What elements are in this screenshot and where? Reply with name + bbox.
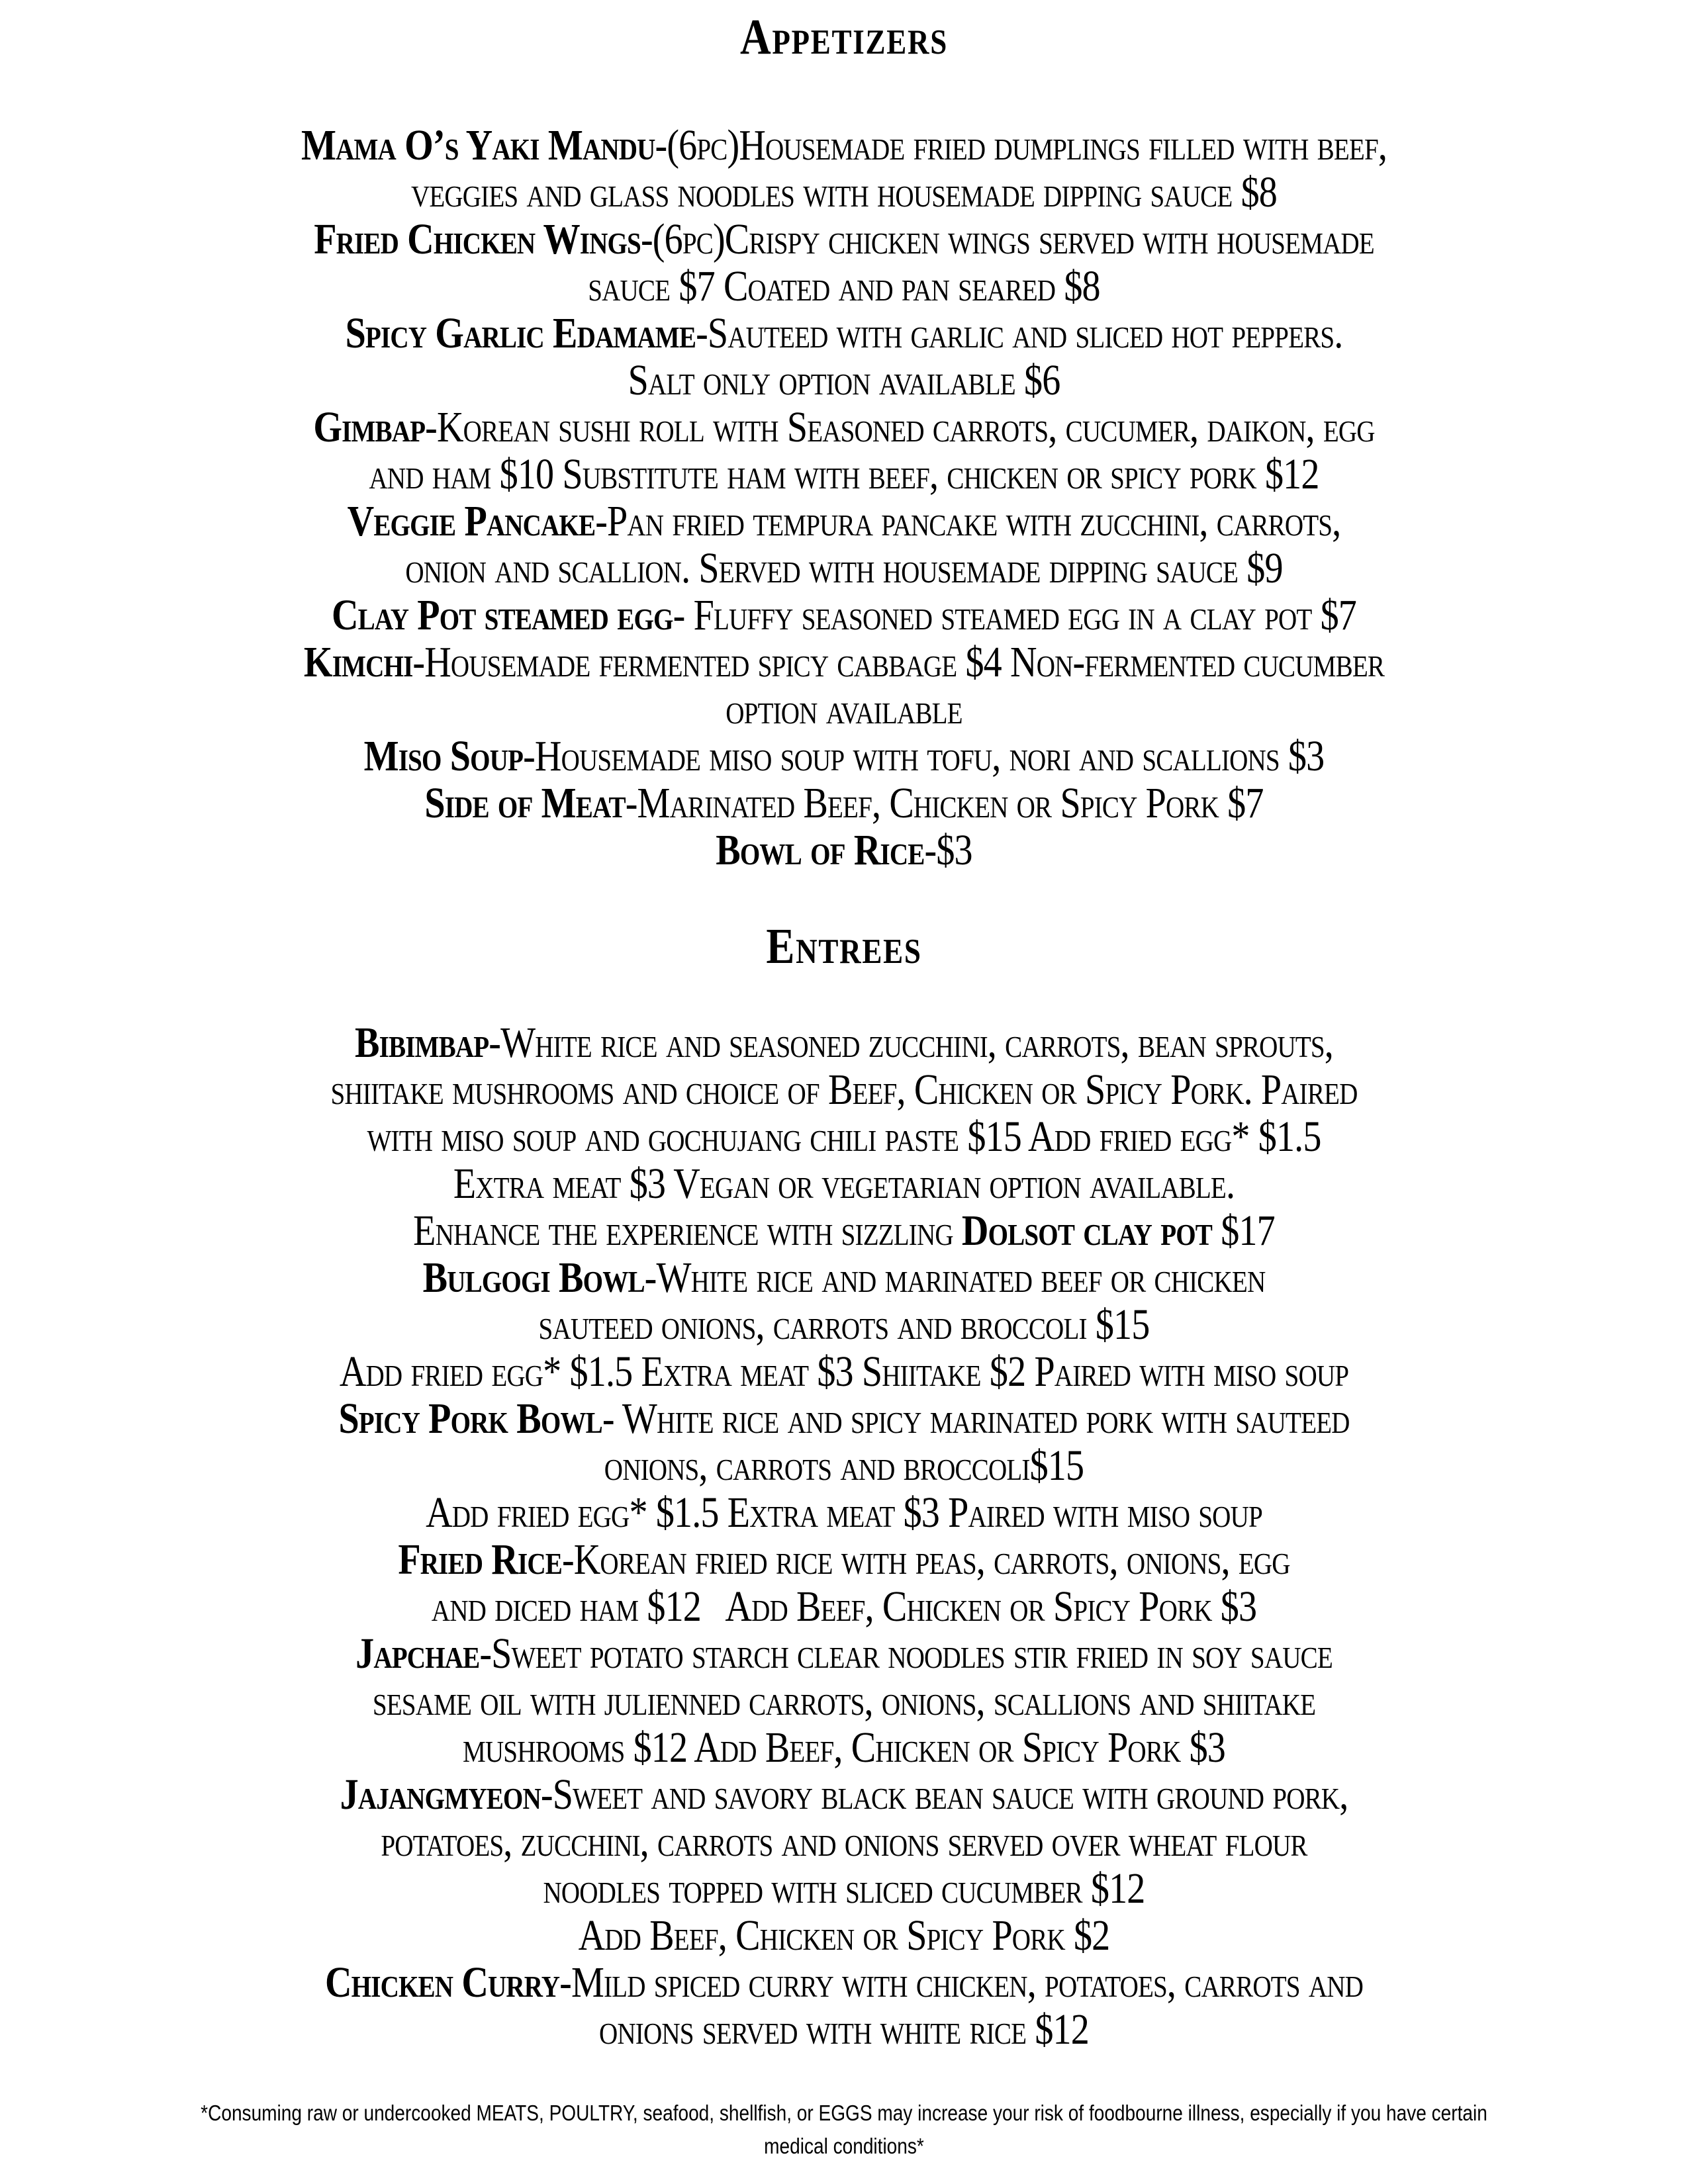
entrees-menu-line [0,1818,1688,1865]
appetizers-heading: Appetizers [739,9,948,65]
appetizers-menu-line [0,122,1688,169]
entrees-menu-line [0,1912,1688,1959]
appetizers-menu-line [0,169,1688,216]
entrees-menu-line [0,1254,1688,1301]
appetizers-lines [0,122,1688,874]
menu-item-description: -Korean sushi roll with Seasoned carrots, cucumer, daikon, egg [425,403,1375,451]
menu-item-description: Enhance the experience with sizzling [413,1206,962,1255]
menu-item-description: onion and scallion. Served with housemade dipping sauce $9 [405,544,1283,592]
appetizers-menu-line [0,733,1688,780]
entrees-menu-line [0,1489,1688,1536]
entrees-menu-line [0,1301,1688,1348]
entrees-menu-line [0,1724,1688,1771]
menu-item-description: option available [726,685,962,733]
menu-item-description: - White rice and spicy marinated pork with sauteed [602,1394,1350,1443]
menu-item-description: and diced ham $12 Add Beef, Chicken or Spicy Pork $3 [431,1582,1257,1631]
menu-item-description: -Housemade miso soup with tofu, nori and scallions $3 [523,732,1325,780]
menu-item-description: veggies and glass noodles with housemade dipping sauce $8 [410,168,1278,216]
menu-item-name: Mama O’s Yaki Mandu [301,121,655,169]
menu-item-name: Jajangmyeon [340,1770,541,1819]
entrees-menu-line [0,1771,1688,1818]
menu-item-name: Kimchi [303,638,413,686]
appetizers-menu-line [0,310,1688,357]
appetizers-menu-line [0,357,1688,404]
menu-item-description: Add Beef, Chicken or Spicy Pork $2 [578,1911,1110,1960]
entrees-menu-line [0,1019,1688,1066]
menu-item-name: Veggie Pancake [347,497,596,545]
menu-item-description: -White rice and seasoned zucchini, carrots, bean sprouts, [489,1019,1333,1067]
menu-item-description: Salt only option available $6 [628,356,1060,404]
entrees-menu-line [0,1536,1688,1583]
menu-item-description: -Marinated Beef, Chicken or Spicy Pork $7 [625,779,1264,827]
entrees-menu-line [0,1583,1688,1630]
menu-item-description: shiitake mushrooms and choice of Beef, Chicken or Spicy Pork. Paired [330,1066,1358,1114]
menu-item-description: -Korean fried rice with peas, carrots, onions, egg [561,1535,1290,1584]
appetizers-menu-line [0,592,1688,639]
appetizers-menu-line [0,780,1688,827]
menu-item-name: Side of Meat [424,779,626,827]
appetizers-menu-line [0,639,1688,686]
menu-item-description: -(6pc)Housemade fried dumplings filled with beef, [655,121,1387,169]
entrees-menu-line [0,1160,1688,1207]
menu-item-description: -Sauteed with garlic and sliced hot peppers. [696,309,1343,357]
disclaimer-line-1: *Consuming raw or undercooked MEATS, POULTRY, seafood, shellfish, or EGGS may increase your risk of foodbourne illness, especially if you have certain [201,2101,1487,2125]
menu-item-description: -Mild spiced curry with chicken, potatoes, carrots and [559,1958,1364,2007]
entrees-heading: Entrees [766,919,922,974]
menu-item-description: sauce $7 Coated and pan seared $8 [588,262,1100,310]
appetizers-menu-line [0,451,1688,498]
menu-item-description: potatoes, zucchini, carrots and onions served over wheat flour [381,1817,1307,1866]
menu-item-name: Fried Rice [398,1535,562,1584]
menu-item-description: -$3 [924,826,972,874]
menu-item-name: Spicy Pork Bowl [338,1394,602,1443]
menu-item-name: Miso Soup [363,732,524,780]
appetizers-menu-line [0,827,1688,874]
disclaimer-line-2: medical conditions* [764,2134,924,2158]
menu-item-description: noodles topped with sliced cucumber $12 [543,1864,1145,1913]
entrees-menu-line [0,1865,1688,1912]
appetizers-menu-line [0,545,1688,592]
appetizers-menu-line [0,263,1688,310]
menu-item-name: Clay Pot steamed egg [332,591,673,639]
menu-item-description: -White rice and marinated beef or chicken [644,1253,1266,1302]
appetizers-menu-line [0,498,1688,545]
menu-item-description: -Sweet potato starch clear noodles stir fried in soy sauce [479,1629,1333,1678]
menu-item-description: sauteed onions, carrots and broccoli $15 [538,1300,1150,1349]
entrees-menu-line [0,2006,1688,2053]
menu-item-description: sesame oil with julienned carrots, onions, scallions and shiitake [372,1676,1316,1725]
menu-item-description: -(6pc)Crispy chicken wings served with housemade [640,215,1374,263]
menu-item-name: Bibimbap [355,1019,489,1067]
entrees-menu-line [0,1677,1688,1724]
menu-item-description: with miso soup and gochujang chili paste $15 Add fried egg* $1.5 [367,1113,1321,1161]
entrees-lines [0,1019,1688,2053]
menu-item-description: onions, carrots and broccoli$15 [604,1441,1084,1490]
menu-item-description: -Sweet and savory black bean sauce with ground pork, [540,1770,1348,1819]
menu-item-description: and ham $10 Substitute ham with beef, chicken or spicy pork $12 [369,450,1319,498]
entrees-menu-line [0,1630,1688,1677]
entrees-menu-line [0,1959,1688,2006]
entrees-menu-line [0,1066,1688,1113]
appetizers-menu-line [0,404,1688,451]
menu-item-description: Extra meat $3 Vegan or vegetarian option available. [453,1160,1235,1208]
menu-item-name: Bulgogi Bowl [422,1253,645,1302]
entrees-menu-line [0,1348,1688,1395]
menu-item-description: Add fried egg* $1.5 Extra meat $3 Shiitake $2 Paired with miso soup [339,1347,1349,1396]
entrees-menu-line [0,1395,1688,1442]
entrees-menu-line [0,1442,1688,1489]
menu-item-description: -Housemade fermented spicy cabbage $4 Non-fermented cucumber [412,638,1385,686]
menu-item-description: mushrooms $12 Add Beef, Chicken or Spicy Pork $3 [462,1723,1226,1772]
menu-item-description: Add fried egg* $1.5 Extra meat $3 Paired with miso soup [426,1488,1262,1537]
appetizers-menu-line [0,686,1688,733]
menu-item-description: $17 [1212,1206,1275,1255]
menu-item-description: -Pan fried tempura pancake with zucchini, carrots, [595,497,1341,545]
disclaimer [0,2097,1688,2163]
menu-item-name: Spicy Garlic Edamame [345,309,696,357]
menu-item-description: onions served with white rice $12 [599,2005,1089,2054]
menu-item-name: Japchae [355,1629,480,1678]
entrees-menu-line [0,1207,1688,1254]
menu-item-name: Gimbap [313,403,426,451]
appetizers-menu-line [0,216,1688,263]
menu-item-description: - Fluffy seasoned steamed egg in a clay pot $7 [673,591,1356,639]
entrees-menu-line [0,1113,1688,1160]
menu-item-name: Dolsot clay pot [961,1206,1213,1255]
menu-item-name: Fried Chicken Wings [314,215,641,263]
menu-item-name: Bowl of Rice [716,826,925,874]
menu-item-name: Chicken Curry [324,1958,560,2007]
